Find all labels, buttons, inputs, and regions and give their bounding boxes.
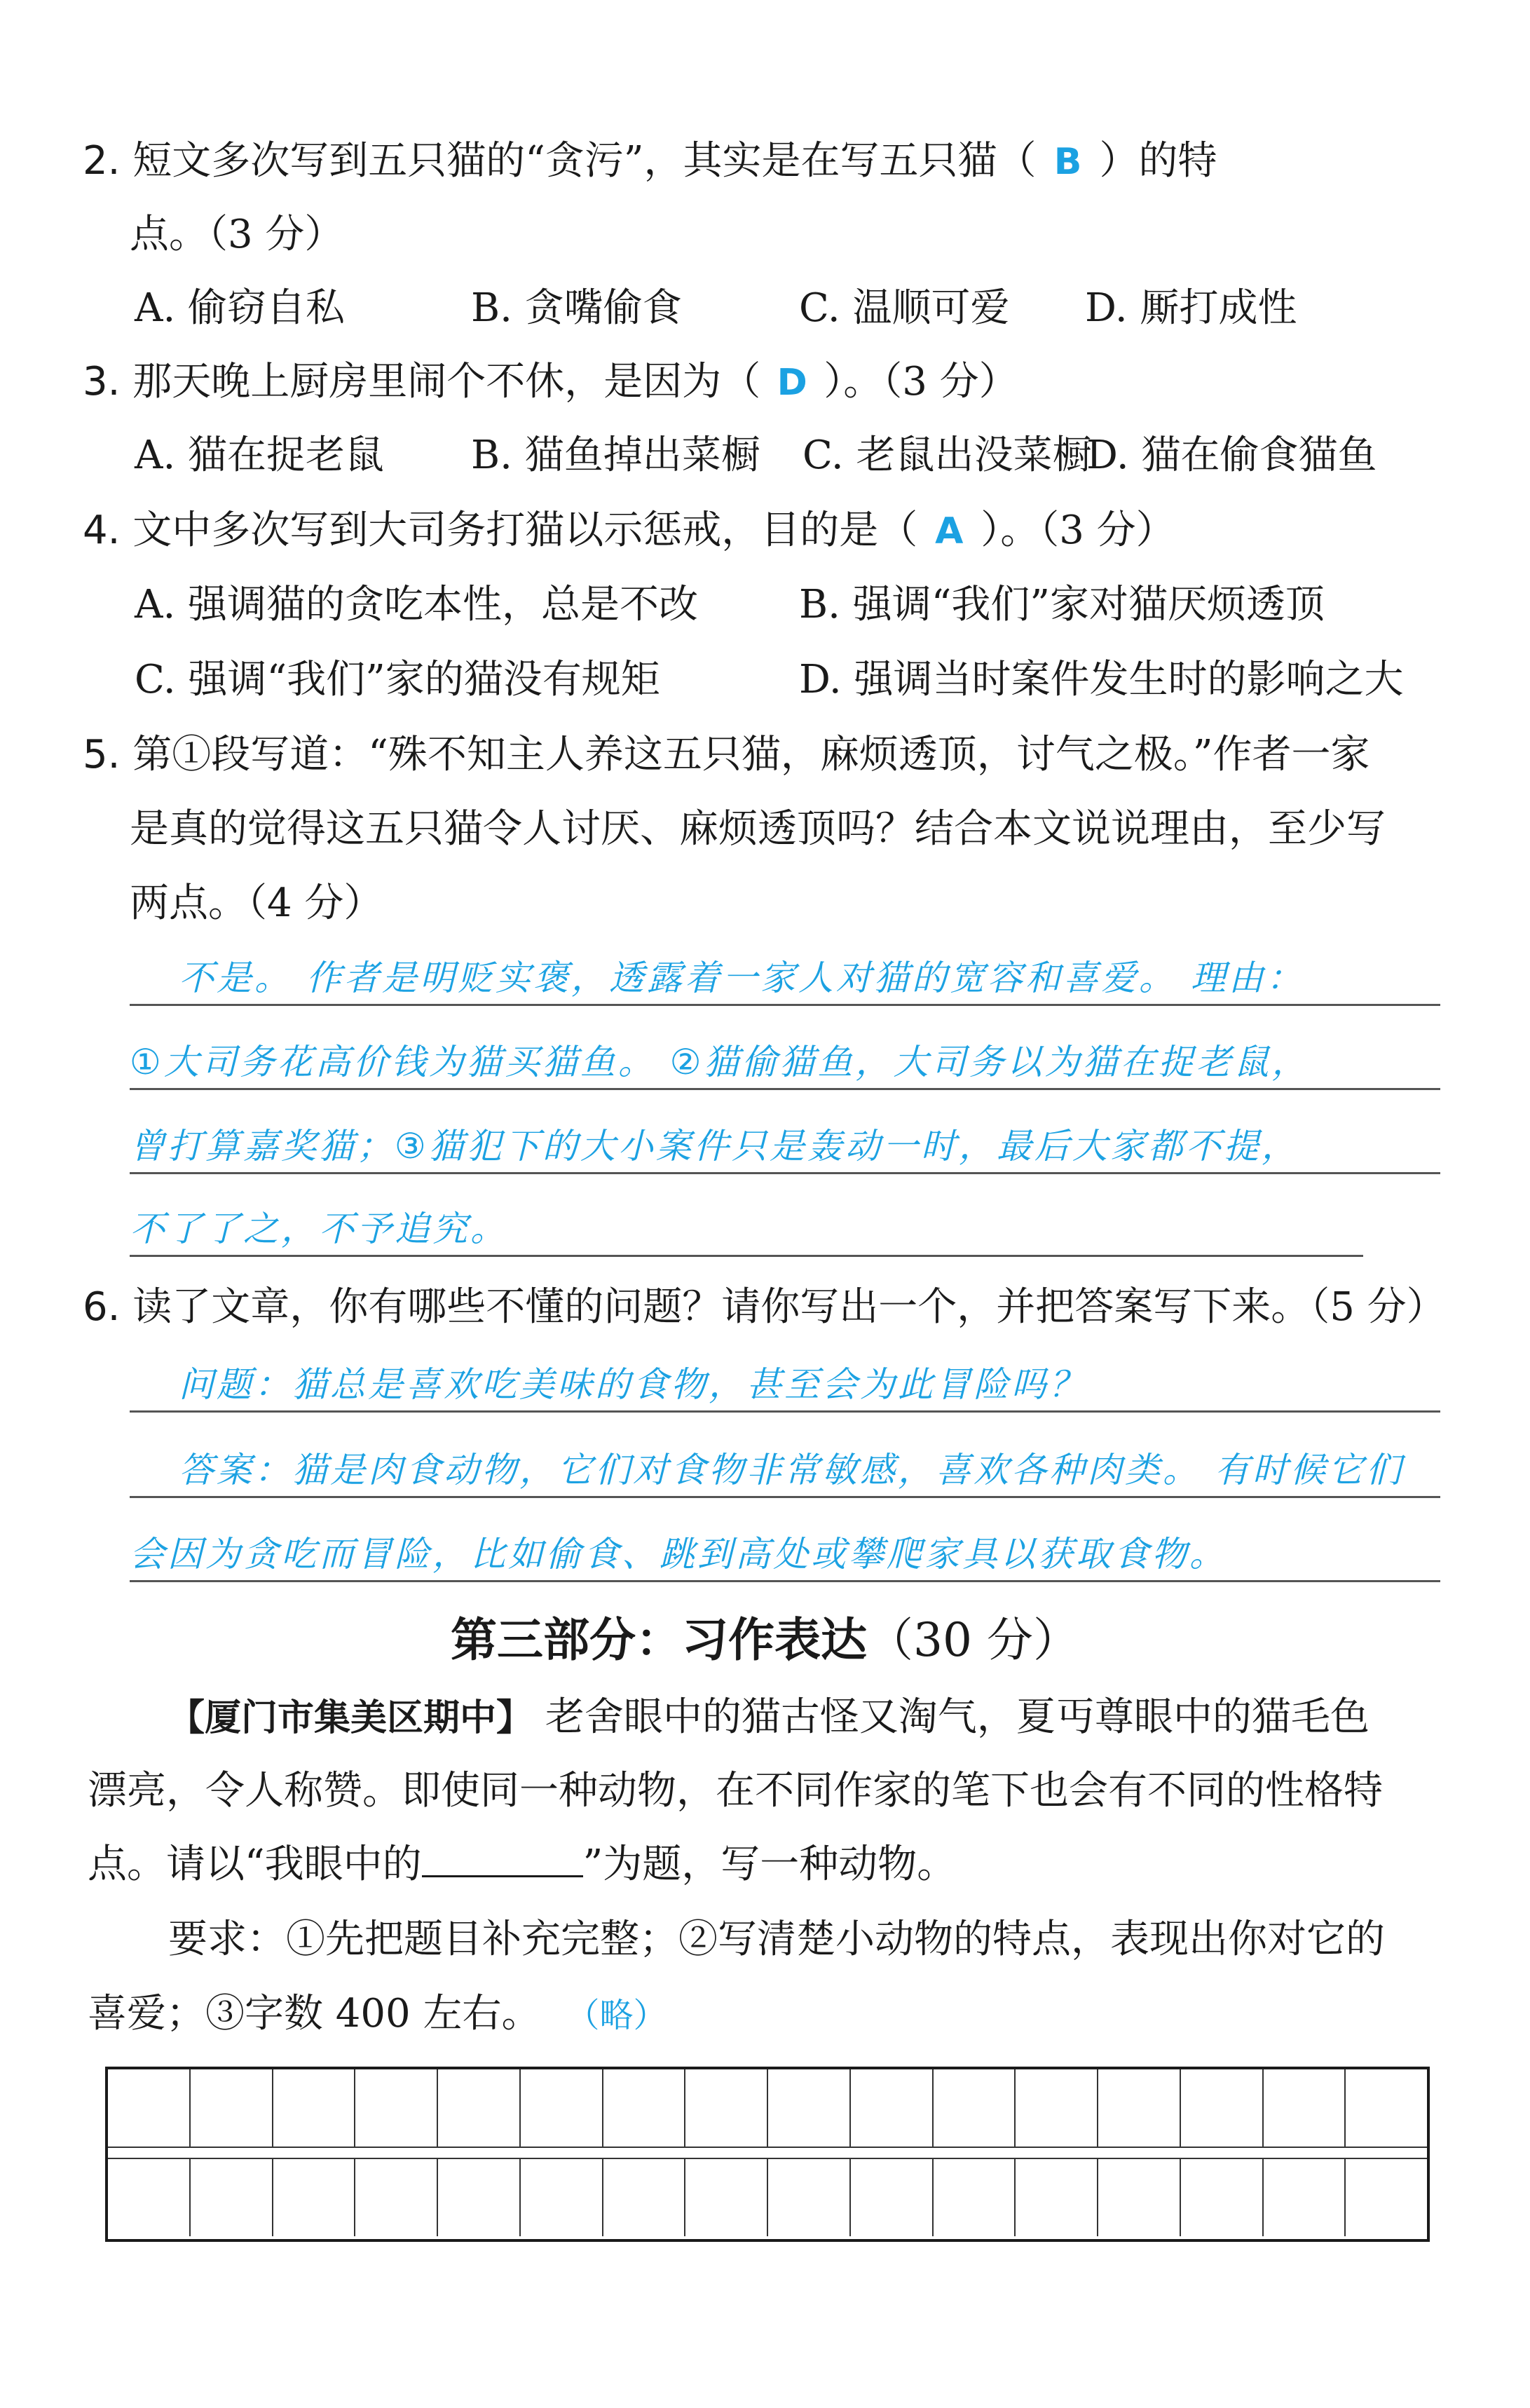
grid-cell[interactable]: [1098, 2159, 1181, 2236]
grid-cell[interactable]: [438, 2159, 521, 2236]
option-c: C. 强调“我们”家的猫没有规矩: [135, 657, 660, 702]
grid-cell[interactable]: [934, 2159, 1016, 2236]
question-text: 那天晚上厨房里闹个不休，是因为（: [132, 359, 761, 404]
question-text: 文中多次写到大司务打猫以示惩戒，目的是（: [132, 508, 918, 553]
question-number: 4.: [83, 508, 121, 553]
option-d: D. 厮打成性: [1085, 285, 1297, 331]
handwritten-answer-line: 会因为贪吃而冒险，比如偷食、跳到高处或攀爬家具以获取食物。: [130, 1534, 1227, 1574]
grid-cell[interactable]: [191, 2069, 273, 2147]
question-4-line-1: [83, 506, 1175, 556]
handwritten-answer-line: 不了了之，不予追究。: [130, 1209, 508, 1249]
option-a: A. 偷窃自私: [135, 285, 346, 331]
question-number: 2.: [83, 138, 121, 184]
answer-rule: [130, 1410, 1440, 1413]
question-text: 第①段写道：“殊不知主人养这五只猫，麻烦透顶，讨气之极。”作者一家: [132, 732, 1370, 777]
grid-cell[interactable]: [1264, 2159, 1346, 2236]
prompt-line-1: [168, 1693, 1370, 1743]
answer-rule: [130, 1255, 1363, 1257]
question-6-line-1: [83, 1283, 1446, 1332]
question-text: 读了文章，你有哪些不懂的问题？请你写出一个，并把答案写下来。（5 分）: [132, 1284, 1446, 1330]
prompt-text: 老舍眼中的猫古怪又淘气，夏丏尊眼中的猫毛色: [545, 1694, 1370, 1740]
answer-rule: [130, 1496, 1440, 1498]
grid-cell[interactable]: [1346, 2069, 1427, 2147]
grid-cell[interactable]: [934, 2069, 1016, 2147]
question-number: 6.: [83, 1284, 121, 1330]
question-2-line-1: [83, 137, 1217, 186]
option-a: A. 猫在捉老鼠: [135, 433, 385, 478]
option-d: D. 猫在偷食猫鱼: [1086, 433, 1377, 478]
question-5-line-1: [83, 730, 1370, 780]
writing-grid: [105, 2067, 1430, 2242]
grid-cell[interactable]: [438, 2069, 521, 2147]
grid-cell[interactable]: [521, 2069, 603, 2147]
grid-cell[interactable]: [355, 2069, 438, 2147]
handwritten-answer-line: 曾打算嘉奖猫；③猫犯下的大小案件只是轰动一时，最后大家都不提，: [130, 1126, 1299, 1166]
grid-cell[interactable]: [851, 2069, 934, 2147]
grid-cell[interactable]: [685, 2069, 768, 2147]
title-blank: [422, 1840, 583, 1877]
grid-cell[interactable]: [273, 2159, 356, 2236]
grid-cell[interactable]: [1016, 2159, 1098, 2236]
option-c: C. 老鼠出没菜橱: [802, 433, 1092, 478]
handwritten-answer-line: ①大司务花高价钱为猫买猫鱼。 ②猫偷猫鱼，大司务以为猫在捉老鼠，: [130, 1042, 1310, 1082]
requirement-line-2: [88, 1989, 667, 2040]
handwritten-answer-line: 不是。 作者是明贬实褒，透露着一家人对猫的宽容和喜爱。 理由：: [179, 958, 1304, 998]
question-text: ）。（3 分）: [981, 508, 1175, 553]
section-score: （30 分）: [867, 1613, 1079, 1667]
grid-cell[interactable]: [108, 2159, 191, 2236]
grid-cell[interactable]: [768, 2069, 851, 2147]
question-5-line-3: 两点。（4 分）: [130, 880, 383, 926]
handwritten-question: 问题：猫总是喜欢吃美味的食物，甚至会为此冒险吗？: [179, 1364, 1087, 1405]
prompt-line-3: [88, 1840, 956, 1889]
grid-cell[interactable]: [1016, 2069, 1098, 2147]
option-a: A. 强调猫的贪吃本性，总是不改: [135, 582, 699, 627]
grid-cell[interactable]: [1098, 2069, 1181, 2147]
option-d: D. 强调当时案件发生时的影响之大: [799, 657, 1404, 702]
option-b: B. 贪嘴偷食: [471, 285, 682, 331]
grid-cell[interactable]: [1181, 2159, 1264, 2236]
grid-cell[interactable]: [1346, 2159, 1427, 2236]
answer-letter: B: [1053, 141, 1082, 183]
grid-cell[interactable]: [1264, 2069, 1346, 2147]
grid-cell[interactable]: [521, 2159, 603, 2236]
option-c: C. 温顺可爱: [799, 285, 1010, 331]
grid-separator: [108, 2147, 1427, 2148]
prompt-text: 点。请以“我眼中的: [88, 1842, 422, 1887]
grid-row: [108, 2159, 1427, 2236]
option-b: B. 猫鱼掉出菜橱: [471, 433, 760, 478]
question-text: ）。（3 分）: [824, 359, 1018, 404]
question-number: 3.: [83, 359, 121, 404]
grid-cell[interactable]: [108, 2069, 191, 2147]
grid-cell[interactable]: [1181, 2069, 1264, 2147]
grid-cell[interactable]: [603, 2159, 686, 2236]
question-text: ）的特: [1099, 138, 1217, 184]
section-title-text: 第三部分：习作表达: [451, 1613, 868, 1667]
prompt-line-2: 漂亮，令人称赞。即使同一种动物，在不同作家的笔下也会有不同的性格特: [88, 1768, 1383, 1814]
answer-letter: A: [935, 510, 964, 552]
grid-cell[interactable]: [273, 2069, 356, 2147]
grid-cell[interactable]: [685, 2159, 768, 2236]
grid-cell[interactable]: [191, 2159, 273, 2236]
grid-cell[interactable]: [851, 2159, 934, 2236]
question-5-line-2: 是真的觉得这五只猫令人讨厌、麻烦透顶吗？结合本文说说理由，至少写: [130, 806, 1386, 852]
grid-cell[interactable]: [355, 2159, 438, 2236]
answer-rule: [130, 1580, 1440, 1582]
grid-cell[interactable]: [603, 2069, 686, 2147]
prompt-text: ”为题，写一种动物。: [582, 1842, 957, 1887]
question-number: 5.: [83, 732, 121, 777]
grid-row: [108, 2069, 1427, 2147]
requirement-text: 喜爱；③字数 400 左右。: [88, 1991, 541, 2036]
requirement-line-1: 要求：①先把题目补充完整；②写清楚小动物的特点，表现出你对它的: [168, 1917, 1385, 1962]
grid-cell[interactable]: [768, 2159, 851, 2236]
answer-rule: [130, 1004, 1440, 1006]
option-b: B. 强调“我们”家对猫厌烦透顶: [799, 582, 1325, 627]
source-tag: 【厦门市集美区期中】: [168, 1697, 533, 1739]
answer-rule: [130, 1088, 1440, 1090]
section-title: [0, 1612, 1530, 1668]
omitted-answer-note: （略）: [582, 1996, 667, 2035]
question-2-line-2: 点。（3 分）: [130, 212, 344, 257]
question-3-line-1: [83, 358, 1018, 407]
answer-rule: [130, 1172, 1440, 1174]
handwritten-answer-line: 答案：猫是肉食动物，它们对食物非常敏感，喜欢各种肉类。 有时候它们: [179, 1450, 1404, 1490]
answer-letter: D: [777, 362, 807, 404]
question-text: 短文多次写到五只猫的“贪污”，其实是在写五只猫（: [132, 138, 1037, 184]
